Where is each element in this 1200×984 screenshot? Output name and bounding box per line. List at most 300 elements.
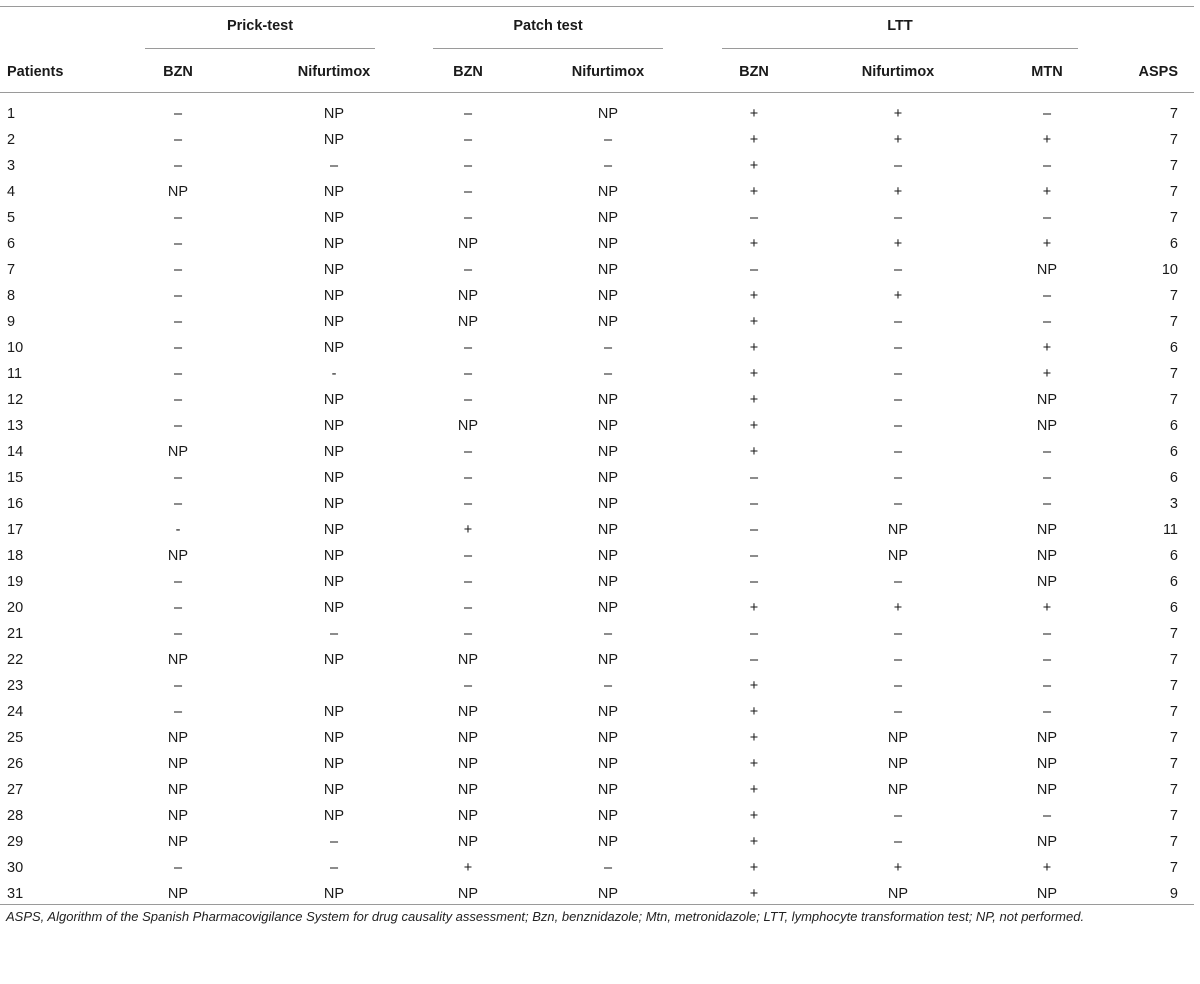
cell-prick-bzn: NP: [167, 782, 189, 798]
cell-patch-bzn: –: [463, 262, 473, 278]
cell-ltt-bzn: +: [749, 132, 759, 148]
cell-prick-nifurtimox: NP: [323, 340, 345, 356]
cell-asps: 6: [1169, 340, 1178, 356]
cell-prick-bzn: –: [173, 392, 183, 408]
cell-asps: 6: [1169, 444, 1178, 460]
cell-prick-nifurtimox: NP: [323, 470, 345, 486]
cell-patch-bzn: NP: [457, 418, 479, 434]
cell-ltt-bzn: +: [749, 600, 759, 616]
cell-ltt-bzn: –: [749, 262, 759, 278]
cell-ltt-mtn: NP: [1036, 392, 1058, 408]
cell-patient: 13: [7, 418, 24, 434]
cell-patient: 9: [7, 314, 16, 330]
cell-prick-bzn: NP: [167, 886, 189, 902]
cell-prick-bzn: –: [173, 132, 183, 148]
table-row: [0, 335, 1194, 361]
cell-ltt-mtn: +: [1042, 184, 1052, 200]
cell-patch-bzn: NP: [457, 730, 479, 746]
group-ltt-rule: [722, 48, 1078, 49]
table-row: [0, 101, 1194, 127]
cell-patch-bzn: –: [463, 184, 473, 200]
cell-patient: 25: [7, 730, 24, 746]
cell-prick-bzn: –: [173, 106, 183, 122]
cell-prick-bzn: –: [173, 574, 183, 590]
table-row: [0, 127, 1194, 153]
cell-prick-bzn: NP: [167, 444, 189, 460]
cell-patch-bzn: –: [463, 106, 473, 122]
cell-asps: 3: [1169, 496, 1178, 512]
cell-patch-bzn: –: [463, 392, 473, 408]
cell-asps: 10: [1161, 262, 1178, 278]
cell-patient: 14: [7, 444, 24, 460]
cell-ltt-nifurtimox: NP: [887, 886, 909, 902]
cell-patient: 12: [7, 392, 24, 408]
cell-ltt-mtn: –: [1042, 106, 1052, 122]
cell-patch-bzn: +: [463, 522, 473, 538]
table-row: [0, 491, 1194, 517]
cell-patch-nifurtimox: NP: [597, 730, 619, 746]
cell-prick-bzn: –: [173, 678, 183, 694]
table-row: [0, 465, 1194, 491]
cell-ltt-bzn: +: [749, 834, 759, 850]
cell-patch-bzn: –: [463, 158, 473, 174]
group-patch-test-rule: [433, 48, 663, 49]
cell-ltt-nifurtimox: NP: [887, 522, 909, 538]
cell-patch-bzn: –: [463, 366, 473, 382]
cell-ltt-mtn: –: [1042, 288, 1052, 304]
cell-prick-bzn: –: [173, 600, 183, 616]
cell-ltt-mtn: –: [1042, 496, 1052, 512]
cell-patient: 24: [7, 704, 24, 720]
cell-patch-bzn: NP: [457, 834, 479, 850]
cell-patch-nifurtimox: NP: [597, 288, 619, 304]
cell-ltt-mtn: NP: [1036, 418, 1058, 434]
cell-ltt-bzn: +: [749, 678, 759, 694]
cell-patch-nifurtimox: NP: [597, 418, 619, 434]
cell-patient: 6: [7, 236, 16, 252]
cell-patch-nifurtimox: NP: [597, 600, 619, 616]
cell-ltt-bzn: +: [749, 418, 759, 434]
cell-asps: 7: [1169, 678, 1178, 694]
cell-patch-nifurtimox: NP: [597, 444, 619, 460]
cell-asps: 7: [1169, 834, 1178, 850]
table-row: [0, 387, 1194, 413]
cell-ltt-nifurtimox: +: [893, 106, 903, 122]
cell-ltt-bzn: –: [749, 210, 759, 226]
cell-patient: 1: [7, 106, 16, 122]
cell-patient: 8: [7, 288, 16, 304]
cell-prick-bzn: –: [173, 340, 183, 356]
table-row: [0, 517, 1194, 543]
cell-ltt-nifurtimox: –: [893, 470, 903, 486]
col-header-ltt-nifurtimox: Nifurtimox: [861, 64, 935, 80]
cell-ltt-nifurtimox: –: [893, 158, 903, 174]
cell-patch-nifurtimox: NP: [597, 522, 619, 538]
cell-patient: 16: [7, 496, 24, 512]
cell-ltt-nifurtimox: –: [893, 366, 903, 382]
cell-patch-bzn: NP: [457, 756, 479, 772]
cell-patient: 21: [7, 626, 24, 642]
cell-ltt-nifurtimox: –: [893, 392, 903, 408]
cell-patch-nifurtimox: NP: [597, 210, 619, 226]
cell-prick-nifurtimox: NP: [323, 496, 345, 512]
cell-prick-bzn: –: [173, 314, 183, 330]
cell-patch-nifurtimox: NP: [597, 834, 619, 850]
cell-ltt-bzn: –: [749, 574, 759, 590]
cell-asps: 9: [1169, 886, 1178, 902]
cell-ltt-mtn: NP: [1036, 548, 1058, 564]
cell-patch-bzn: –: [463, 340, 473, 356]
cell-patch-bzn: NP: [457, 314, 479, 330]
table-row: [0, 205, 1194, 231]
cell-patch-bzn: –: [463, 470, 473, 486]
cell-ltt-bzn: +: [749, 782, 759, 798]
cell-prick-bzn: NP: [167, 652, 189, 668]
cell-patient: 20: [7, 600, 24, 616]
cell-asps: 6: [1169, 548, 1178, 564]
table-row: [0, 699, 1194, 725]
cell-ltt-mtn: –: [1042, 210, 1052, 226]
col-header-patch-bzn: BZN: [453, 64, 483, 80]
cell-ltt-nifurtimox: +: [893, 288, 903, 304]
cell-asps: 6: [1169, 418, 1178, 434]
cell-asps: 7: [1169, 652, 1178, 668]
table-row: [0, 777, 1194, 803]
cell-patch-nifurtimox: NP: [597, 548, 619, 564]
cell-prick-nifurtimox: –: [329, 860, 339, 876]
cell-ltt-bzn: +: [749, 288, 759, 304]
table-row: [0, 803, 1194, 829]
cell-prick-bzn: –: [173, 704, 183, 720]
cell-prick-nifurtimox: NP: [323, 652, 345, 668]
cell-prick-bzn: –: [173, 262, 183, 278]
cell-ltt-mtn: NP: [1036, 262, 1058, 278]
cell-prick-bzn: –: [173, 418, 183, 434]
cell-asps: 7: [1169, 132, 1178, 148]
table-row: [0, 647, 1194, 673]
cell-patient: 19: [7, 574, 24, 590]
cell-asps: 7: [1169, 704, 1178, 720]
cell-patient: 28: [7, 808, 24, 824]
cell-prick-nifurtimox: NP: [323, 392, 345, 408]
cell-patch-nifurtimox: –: [603, 132, 613, 148]
cell-patch-nifurtimox: NP: [597, 496, 619, 512]
cell-asps: 7: [1169, 314, 1178, 330]
cell-patient: 27: [7, 782, 24, 798]
cell-ltt-nifurtimox: +: [893, 132, 903, 148]
col-header-patients: Patients: [7, 64, 64, 80]
cell-asps: 7: [1169, 288, 1178, 304]
cell-ltt-bzn: –: [749, 470, 759, 486]
cell-asps: 7: [1169, 392, 1178, 408]
cell-ltt-mtn: +: [1042, 366, 1052, 382]
cell-prick-nifurtimox: NP: [323, 106, 345, 122]
cell-prick-bzn: –: [173, 496, 183, 512]
cell-patch-bzn: NP: [457, 288, 479, 304]
cell-prick-bzn: NP: [167, 548, 189, 564]
cell-prick-bzn: –: [173, 236, 183, 252]
table-row: [0, 283, 1194, 309]
cell-prick-bzn: –: [173, 366, 183, 382]
table-row: [0, 751, 1194, 777]
cell-ltt-nifurtimox: –: [893, 340, 903, 356]
cell-patient: 7: [7, 262, 16, 278]
cell-ltt-nifurtimox: –: [893, 626, 903, 642]
cell-asps: 6: [1169, 600, 1178, 616]
cell-patient: 30: [7, 860, 24, 876]
cell-ltt-mtn: +: [1042, 340, 1052, 356]
cell-patient: 17: [7, 522, 24, 538]
table-row: [0, 725, 1194, 751]
cell-patch-bzn: –: [463, 132, 473, 148]
cell-ltt-mtn: –: [1042, 704, 1052, 720]
cell-ltt-bzn: –: [749, 522, 759, 538]
cell-ltt-nifurtimox: +: [893, 236, 903, 252]
cell-patch-nifurtimox: NP: [597, 392, 619, 408]
col-header-patch-nifurtimox: Nifurtimox: [571, 64, 645, 80]
cell-asps: 7: [1169, 106, 1178, 122]
cell-ltt-nifurtimox: –: [893, 314, 903, 330]
cell-patch-nifurtimox: –: [603, 860, 613, 876]
cell-prick-nifurtimox: NP: [323, 782, 345, 798]
cell-ltt-nifurtimox: NP: [887, 548, 909, 564]
cell-patch-nifurtimox: –: [603, 158, 613, 174]
cell-ltt-nifurtimox: –: [893, 262, 903, 278]
cell-asps: 7: [1169, 158, 1178, 174]
cell-ltt-mtn: NP: [1036, 886, 1058, 902]
cell-asps: 7: [1169, 730, 1178, 746]
cell-patch-bzn: –: [463, 574, 473, 590]
cell-ltt-bzn: –: [749, 652, 759, 668]
cell-prick-nifurtimox: NP: [323, 418, 345, 434]
table-row: [0, 231, 1194, 257]
cell-ltt-bzn: +: [749, 808, 759, 824]
cell-patch-bzn: NP: [457, 886, 479, 902]
cell-ltt-mtn: +: [1042, 860, 1052, 876]
cell-patch-nifurtimox: NP: [597, 652, 619, 668]
cell-prick-nifurtimox: NP: [323, 808, 345, 824]
cell-prick-nifurtimox: NP: [323, 548, 345, 564]
cell-ltt-nifurtimox: NP: [887, 730, 909, 746]
cell-patch-nifurtimox: NP: [597, 184, 619, 200]
table-row: [0, 673, 1194, 699]
cell-patch-nifurtimox: NP: [597, 704, 619, 720]
cell-prick-nifurtimox: NP: [323, 210, 345, 226]
cell-ltt-bzn: +: [749, 184, 759, 200]
cell-patch-bzn: –: [463, 678, 473, 694]
table-row: [0, 855, 1194, 881]
cell-asps: 7: [1169, 184, 1178, 200]
cell-patient: 31: [7, 886, 24, 902]
cell-asps: 11: [1162, 522, 1178, 538]
cell-ltt-nifurtimox: NP: [887, 756, 909, 772]
cell-asps: 6: [1169, 574, 1178, 590]
cell-ltt-mtn: NP: [1036, 756, 1058, 772]
cell-ltt-mtn: –: [1042, 314, 1052, 330]
cell-ltt-bzn: +: [749, 236, 759, 252]
cell-ltt-mtn: –: [1042, 444, 1052, 460]
cell-ltt-mtn: –: [1042, 808, 1052, 824]
cell-prick-nifurtimox: NP: [323, 730, 345, 746]
cell-patch-nifurtimox: –: [603, 366, 613, 382]
cell-patient: 2: [7, 132, 16, 148]
cell-patch-bzn: NP: [457, 236, 479, 252]
cell-ltt-nifurtimox: –: [893, 652, 903, 668]
cell-patch-nifurtimox: –: [603, 626, 613, 642]
cell-patch-bzn: NP: [457, 782, 479, 798]
cell-prick-bzn: NP: [167, 808, 189, 824]
cell-ltt-mtn: +: [1042, 132, 1052, 148]
cell-ltt-bzn: +: [749, 704, 759, 720]
cell-patient: 15: [7, 470, 24, 486]
cell-patch-nifurtimox: NP: [597, 314, 619, 330]
cell-prick-nifurtimox: NP: [323, 184, 345, 200]
cell-patient: 23: [7, 678, 24, 694]
cell-ltt-nifurtimox: –: [893, 704, 903, 720]
group-prick-test-rule: [145, 48, 375, 49]
cell-ltt-nifurtimox: –: [893, 834, 903, 850]
cell-patch-bzn: –: [463, 210, 473, 226]
col-header-ltt-mtn: MTN: [1031, 64, 1063, 80]
col-header-prick-nifurtimox: Nifurtimox: [297, 64, 371, 80]
cell-prick-nifurtimox: –: [329, 626, 339, 642]
cell-ltt-mtn: NP: [1036, 834, 1058, 850]
table-row: [0, 595, 1194, 621]
table-footnote: ASPS, Algorithm of the Spanish Pharmacovigilance System for drug causality assessment; Bzn, benznidazole; Mtn, metronidazole; LTT, lymphocyte transformation test; NP, not performed.: [6, 909, 1085, 924]
cell-patch-nifurtimox: NP: [597, 470, 619, 486]
table-row: [0, 543, 1194, 569]
cell-ltt-nifurtimox: –: [893, 496, 903, 512]
cell-patch-bzn: +: [463, 860, 473, 876]
cell-asps: 7: [1169, 210, 1178, 226]
cell-asps: 6: [1169, 236, 1178, 252]
cell-patient: 26: [7, 756, 24, 772]
cell-prick-bzn: –: [173, 158, 183, 174]
cell-ltt-nifurtimox: –: [893, 574, 903, 590]
cell-ltt-bzn: +: [749, 392, 759, 408]
cell-ltt-mtn: +: [1042, 600, 1052, 616]
cell-prick-bzn: NP: [167, 834, 189, 850]
col-header-asps: ASPS: [1138, 64, 1178, 80]
cell-asps: 7: [1169, 626, 1178, 642]
cell-ltt-mtn: NP: [1036, 730, 1058, 746]
cell-prick-nifurtimox: –: [329, 158, 339, 174]
cell-prick-nifurtimox: NP: [323, 444, 345, 460]
col-header-ltt-bzn: BZN: [739, 64, 769, 80]
cell-ltt-bzn: +: [749, 886, 759, 902]
cell-ltt-nifurtimox: –: [893, 210, 903, 226]
table-row: [0, 439, 1194, 465]
cell-prick-nifurtimox: -: [331, 366, 337, 382]
table-row: [0, 829, 1194, 855]
cell-asps: 7: [1169, 366, 1178, 382]
table-row: [0, 413, 1194, 439]
cell-patch-bzn: –: [463, 626, 473, 642]
cell-ltt-bzn: +: [749, 730, 759, 746]
cell-patient: 22: [7, 652, 24, 668]
cell-prick-nifurtimox: NP: [323, 236, 345, 252]
cell-prick-nifurtimox: NP: [323, 262, 345, 278]
cell-patch-nifurtimox: NP: [597, 756, 619, 772]
cell-patch-bzn: NP: [457, 704, 479, 720]
cell-ltt-bzn: +: [749, 366, 759, 382]
table-row: [0, 179, 1194, 205]
cell-prick-nifurtimox: [259, 673, 409, 699]
cell-patch-bzn: –: [463, 600, 473, 616]
cell-prick-bzn: –: [173, 626, 183, 642]
cell-prick-nifurtimox: –: [329, 834, 339, 850]
cell-ltt-nifurtimox: NP: [887, 782, 909, 798]
cell-patient: 10: [7, 340, 24, 356]
group-patch-test: Patch test: [513, 18, 583, 34]
table-bottom-rule: [0, 904, 1194, 905]
cell-patch-nifurtimox: NP: [597, 808, 619, 824]
cell-ltt-mtn: NP: [1036, 522, 1058, 538]
cell-patient: 29: [7, 834, 24, 850]
cell-ltt-nifurtimox: –: [893, 678, 903, 694]
cell-asps: 7: [1169, 860, 1178, 876]
table-row: [0, 621, 1194, 647]
table-row: [0, 309, 1194, 335]
cell-patient: 11: [7, 366, 23, 382]
cell-patch-bzn: NP: [457, 808, 479, 824]
col-header-prick-bzn: BZN: [163, 64, 193, 80]
cell-ltt-nifurtimox: –: [893, 808, 903, 824]
cell-ltt-mtn: NP: [1036, 574, 1058, 590]
cell-prick-nifurtimox: NP: [323, 886, 345, 902]
cell-patch-bzn: –: [463, 444, 473, 460]
table-row: [0, 361, 1194, 387]
cell-patch-bzn: NP: [457, 652, 479, 668]
cell-patch-nifurtimox: NP: [597, 106, 619, 122]
cell-patch-bzn: –: [463, 496, 473, 512]
cell-prick-bzn: –: [173, 860, 183, 876]
cell-prick-nifurtimox: NP: [323, 704, 345, 720]
table-row: [0, 257, 1194, 283]
cell-prick-bzn: NP: [167, 184, 189, 200]
cell-ltt-bzn: +: [749, 860, 759, 876]
cell-prick-bzn: –: [173, 288, 183, 304]
cell-patch-nifurtimox: NP: [597, 574, 619, 590]
cell-prick-bzn: NP: [167, 730, 189, 746]
table-group-header: [0, 6, 1194, 50]
cell-prick-nifurtimox: NP: [323, 314, 345, 330]
cell-prick-nifurtimox: NP: [323, 756, 345, 772]
cell-prick-nifurtimox: NP: [323, 132, 345, 148]
cell-ltt-nifurtimox: +: [893, 600, 903, 616]
cell-ltt-bzn: +: [749, 106, 759, 122]
table-row: [0, 569, 1194, 595]
cell-ltt-mtn: –: [1042, 470, 1052, 486]
cell-ltt-nifurtimox: +: [893, 860, 903, 876]
cell-ltt-bzn: +: [749, 158, 759, 174]
cell-asps: 7: [1169, 808, 1178, 824]
cell-ltt-bzn: +: [749, 756, 759, 772]
cell-patch-nifurtimox: NP: [597, 236, 619, 252]
cell-ltt-nifurtimox: –: [893, 444, 903, 460]
cell-ltt-bzn: +: [749, 444, 759, 460]
cell-prick-bzn: -: [175, 522, 181, 538]
group-ltt: LTT: [887, 18, 913, 34]
cell-asps: 7: [1169, 782, 1178, 798]
cell-asps: 7: [1169, 756, 1178, 772]
cell-patch-nifurtimox: NP: [597, 782, 619, 798]
table-header-rule: [0, 92, 1194, 93]
table-column-header: [0, 50, 1194, 92]
cell-ltt-nifurtimox: –: [893, 418, 903, 434]
cell-prick-bzn: –: [173, 470, 183, 486]
cell-patch-nifurtimox: NP: [597, 886, 619, 902]
